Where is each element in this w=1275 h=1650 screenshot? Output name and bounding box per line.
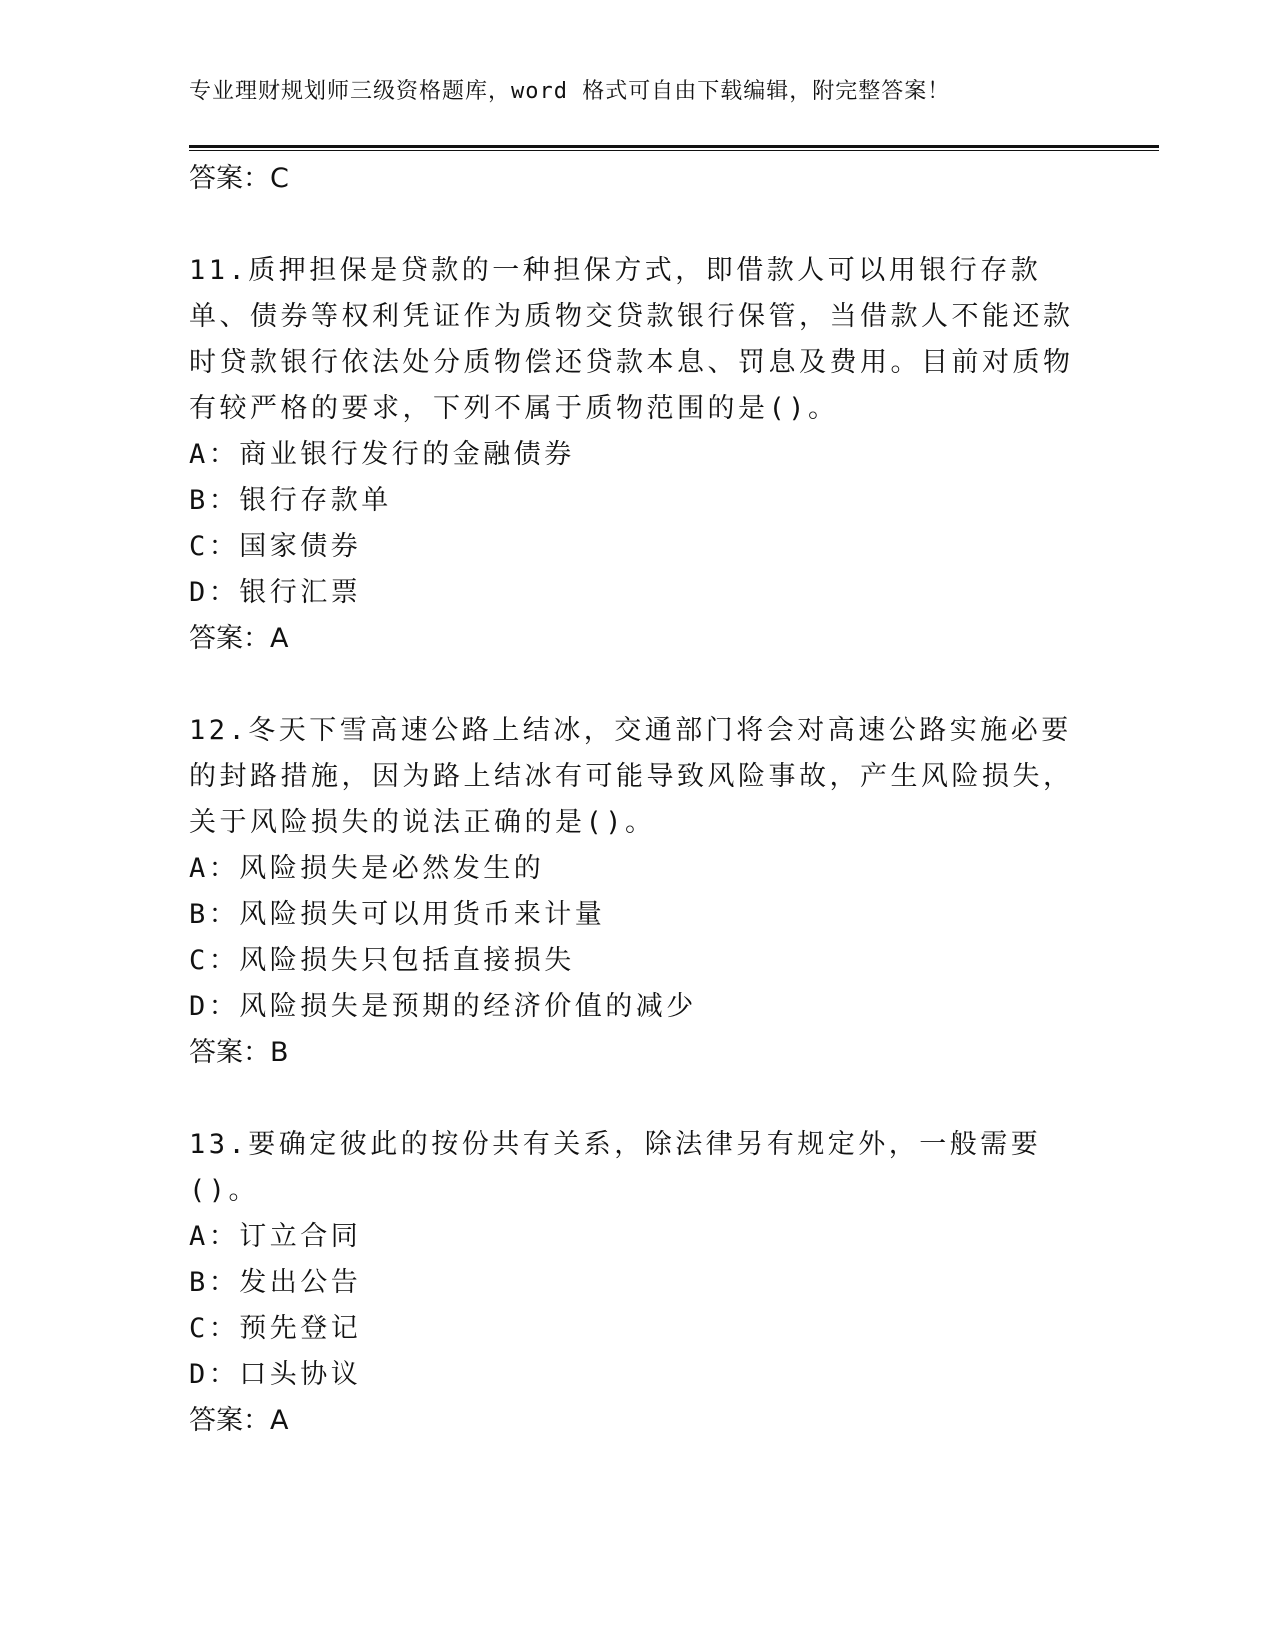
question-text: 13.要确定彼此的按份共有关系，除法律另有规定外，一般需要()。 bbox=[189, 1129, 1042, 1206]
option-c: C：国家债券 bbox=[189, 531, 362, 562]
answer: 答案：A bbox=[189, 1405, 289, 1436]
question-text: 11.质押担保是贷款的一种担保方式，即借款人可以用银行存款单、债券等权利凭证作为质物交贷款银行保管，当借款人不能还款时贷款银行依法处分质物偿还贷款本息、罚息及费用。目前对质物有较严格的要求，下列不属于质物范围的是()。 bbox=[189, 255, 1074, 424]
option-d: D：银行汇票 bbox=[189, 577, 362, 608]
previous-answer: 答案：C bbox=[189, 163, 289, 194]
page-header: 专业理财规划师三级资格题库，word 格式可自由下载编辑，附完整答案！ bbox=[189, 79, 951, 104]
option-d: D：口头协议 bbox=[189, 1359, 362, 1390]
answer: 答案：B bbox=[189, 1037, 289, 1068]
option-c: C：风险损失只包括直接损失 bbox=[189, 945, 575, 976]
question-11 bbox=[189, 248, 1089, 662]
option-b: B：风险损失可以用货币来计量 bbox=[189, 899, 606, 930]
option-a: A：风险损失是必然发生的 bbox=[189, 853, 545, 884]
option-b: B：银行存款单 bbox=[189, 485, 392, 516]
option-a: A：商业银行发行的金融债券 bbox=[189, 439, 575, 470]
question-text: 12.冬天下雪高速公路上结冰，交通部门将会对高速公路实施必要的封路措施，因为路上结冰有可能导致风险事故，产生风险损失，关于风险损失的说法正确的是()。 bbox=[189, 715, 1074, 838]
document-body bbox=[189, 156, 1089, 1444]
option-d: D：风险损失是预期的经济价值的减少 bbox=[189, 991, 697, 1022]
question-12 bbox=[189, 708, 1089, 1076]
option-b: B：发出公告 bbox=[189, 1267, 362, 1298]
header-rule-thick bbox=[189, 145, 1159, 148]
header-rule-thin bbox=[189, 150, 1159, 151]
option-a: A：订立合同 bbox=[189, 1221, 362, 1252]
question-13 bbox=[189, 1122, 1089, 1444]
option-c: C：预先登记 bbox=[189, 1313, 362, 1344]
answer: 答案：A bbox=[189, 623, 289, 654]
